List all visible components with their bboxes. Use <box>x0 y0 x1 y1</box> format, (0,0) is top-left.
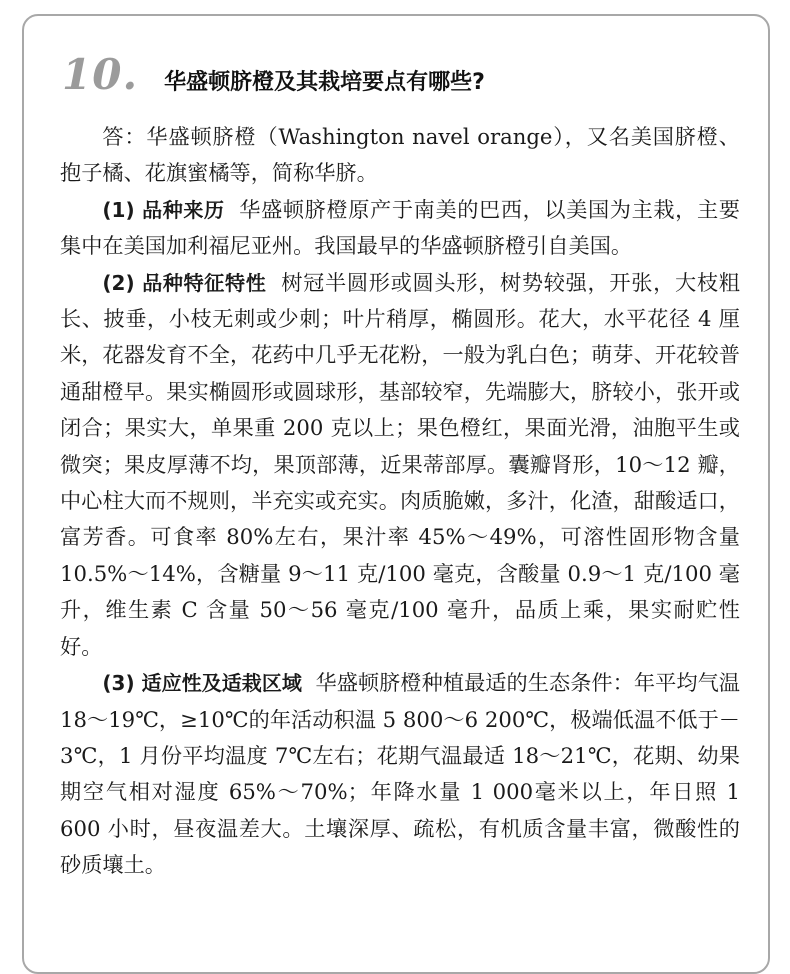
question-heading <box>62 50 485 99</box>
section-label: (2) 品种特征特性 <box>102 270 267 295</box>
section-label: (3) 适应性及适栽区域 <box>102 671 302 696</box>
section-characteristics <box>60 265 740 665</box>
section-origin <box>60 192 740 265</box>
question-title: 华盛顿脐橙及其栽培要点有哪些? <box>164 70 485 95</box>
section-text: 华盛顿脐橙原产于南美的巴西，以美国为主栽，主要集中在美国加利福尼亚州。我国最早的华盛顿脐橙引自美国。 <box>60 196 740 259</box>
question-number: 10. <box>62 50 139 99</box>
answer-body <box>60 119 740 884</box>
section-label: (1) 品种来历 <box>102 197 225 222</box>
section-text: 华盛顿脐橙种植最适的生态条件：年平均气温 18～19℃，≥10℃的年活动积温 5 800～6 200℃，极端低温不低于－3℃，1 月份平均温度 7℃左右；花期气温最适 18～21℃，花期、幼果期空气相对湿度 65%～70%；年降水量 1 000毫米以上，年日照 1 600 小时，昼夜温差大。土壤深厚、疏松，有机质含量丰富，微酸性的砂质壤土。 <box>60 670 740 878</box>
answer-intro: 答：华盛顿脐橙（Washington navel orange），又名美国脐橙、抱子橘、花旗蜜橘等，简称华脐。 <box>60 124 740 186</box>
section-text: 树冠半圆形或圆头形，树势较强，开张，大枝粗长、披垂，小枝无刺或少刺；叶片稍厚，椭圆形。花大，水平花径 4 厘米，花器发育不全，花药中几乎无花粉，一般为乳白色；萌芽、开花较普通甜橙早。果实椭圆形或圆球形，基部较窄，先端膨大，脐较小，张开或闭合；果实大，单果重 200 克以上；果色橙红，果面光滑，油胞平生或微突；果皮厚薄不均，果顶部薄，近果蒂部厚。囊瓣肾形，10～12 瓣，中心柱大而不规则，半充实或充实。肉质脆嫩，多汁，化渣，甜酸适口，富芳香。可食率 80%左右，果汁率 45%～49%，可溶性固形物含量 10.5%～14%，含糖量 9～11 克/100 毫克，含酸量 0.9～1 克/100 毫升，维生素 C 含量 50～56 毫克/100 毫升，品质上乘，果实耐贮性好。 <box>60 269 740 659</box>
section-adaptability <box>60 665 740 883</box>
